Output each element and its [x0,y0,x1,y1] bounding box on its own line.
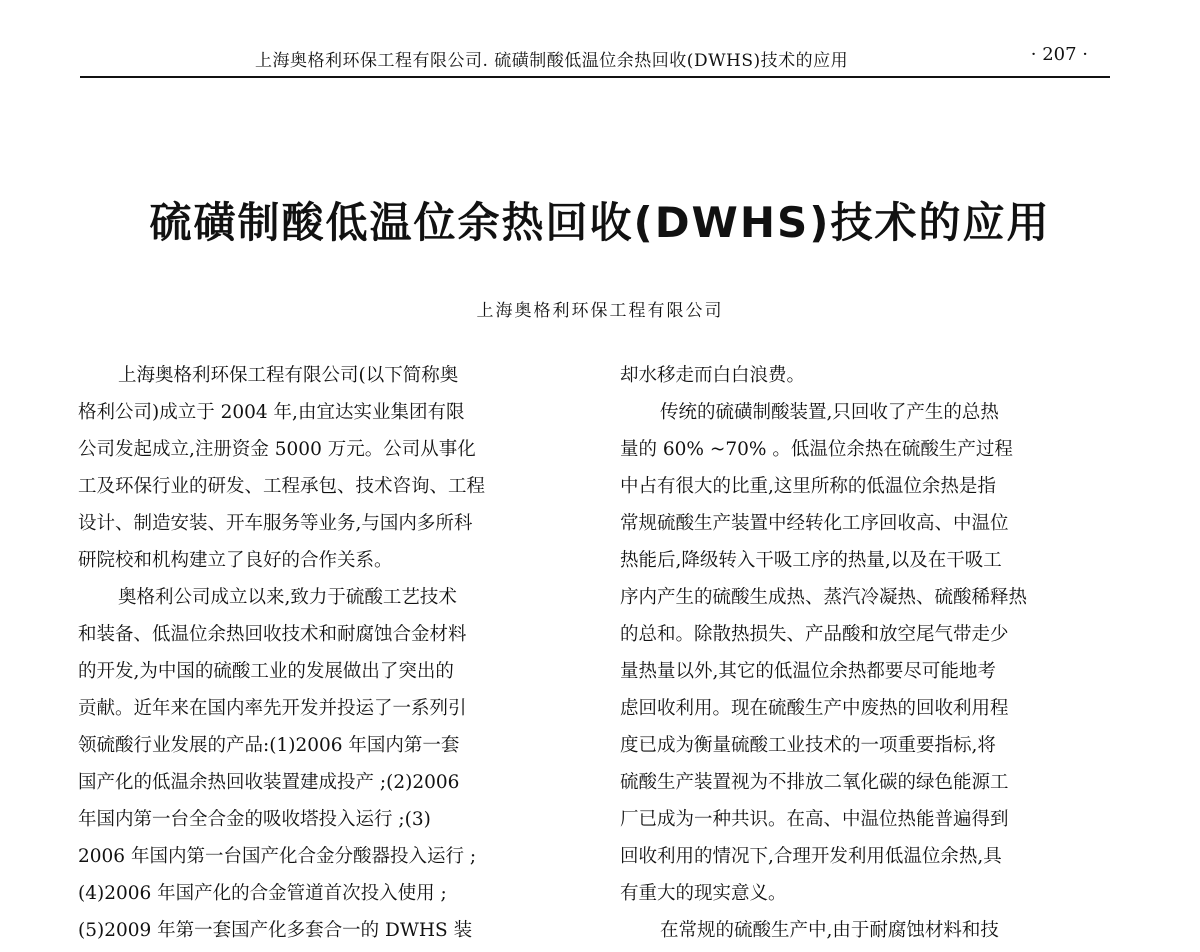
paragraph-line: 回收利用的情况下,合理开发利用低温位余热,具 [620,846,1002,867]
paragraph-line: 格利公司)成立于 2004 年,由宜达实业集团有限 [78,402,465,423]
running-header-title: 上海奥格利环保工程有限公司. 硫磺制酸低温位余热回收(DWHS)技术的应用 [255,51,849,71]
paragraph-line: 贡献。近年来在国内率先开发并投运了一系列引 [78,698,467,719]
paragraph-line: 2006 年国内第一台国产化合金分酸器投入运行 ; [78,846,477,867]
paragraph-line: 研院校和机构建立了良好的合作关系。 [78,550,393,571]
paragraph-line: 在常规的硫酸生产中,由于耐腐蚀材料和技 [660,920,999,941]
paragraph-line: 奥格利公司成立以来,致力于硫酸工艺技术 [118,587,457,608]
paragraph-line: 虑回收利用。现在硫酸生产中废热的回收利用程 [620,698,1009,719]
paragraph-line: 传统的硫磺制酸装置,只回收了产生的总热 [660,402,999,423]
page-number: · 207 · [1030,44,1088,65]
paragraph-line: 常规硫酸生产装置中经转化工序回收高、中温位 [620,513,1009,534]
paragraph-line: 设计、制造安装、开车服务等业务,与国内多所科 [78,513,473,534]
paragraph-line: 度已成为衡量硫酸工业技术的一项重要指标,将 [620,735,996,756]
paragraph-line: 序内产生的硫酸生成热、蒸汽冷凝热、硫酸稀释热 [620,587,1028,608]
paragraph-line: (4)2006 年国产化的合金管道首次投入使用 ; [78,883,447,904]
paragraph-line: 领硫酸行业发展的产品:(1)2006 年国内第一套 [78,735,460,756]
paragraph-line: 工及环保行业的研发、工程承包、技术咨询、工程 [78,476,486,497]
paragraph-line: 公司发起成立,注册资金 5000 万元。公司从事化 [78,439,476,460]
paragraph-line: 量热量以外,其它的低温位余热都要尽可能地考 [620,661,996,682]
paragraph-line: 厂已成为一种共识。在高、中温位热能普遍得到 [620,809,1009,830]
author-affiliation: 上海奥格利环保工程有限公司 [476,301,724,321]
running-header [80,40,1110,78]
article-title: 硫磺制酸低温位余热回收(DWHS)技术的应用 [149,198,1051,247]
paragraph-line: 有重大的现实意义。 [620,883,787,904]
paragraph-line: 的总和。除散热损失、产品酸和放空尾气带走少 [620,624,1009,645]
right-column [620,357,1100,949]
paragraph-line: 的开发,为中国的硫酸工业的发展做出了突出的 [78,661,454,682]
paragraph-line: 热能后,降级转入干吸工序的热量,以及在干吸工 [620,550,1002,571]
paragraph-line: 上海奥格利环保工程有限公司(以下简称奥 [118,365,459,386]
paragraph-line: 国产化的低温余热回收装置建成投产 ;(2)2006 [78,772,460,793]
paragraph-line: 年国内第一台全合金的吸收塔投入运行 ;(3) [78,809,431,830]
paragraph-line: 量的 60% ~70% 。低温位余热在硫酸生产过程 [620,439,1013,460]
paragraph-line: 却水移走而白白浪费。 [620,365,806,386]
paragraph-line: 硫酸生产装置视为不排放二氧化碳的绿色能源工 [620,772,1009,793]
left-column [78,357,558,949]
paragraph-line: 中占有很大的比重,这里所称的低温位余热是指 [620,476,996,497]
paragraph-line: 和装备、低温位余热回收技术和耐腐蚀合金材料 [78,624,467,645]
paragraph-line: (5)2009 年第一套国产化多套合一的 DWHS 装 [78,920,473,941]
